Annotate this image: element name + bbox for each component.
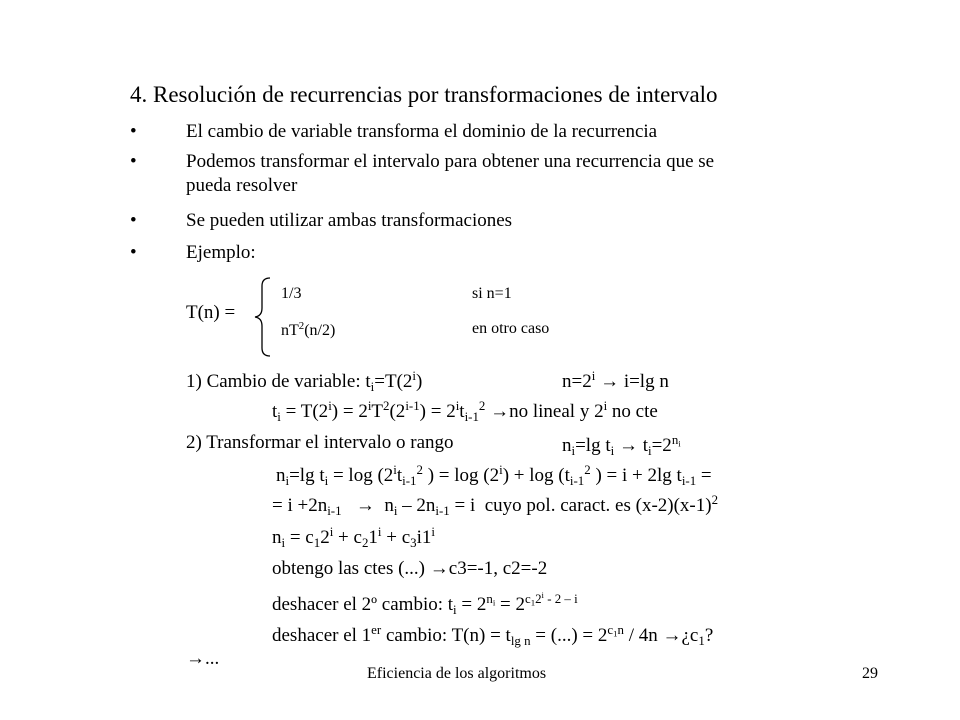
step1-substitution: $n=2^i \to i=\lg$ n — [562, 368, 669, 393]
bullet-marker: • — [130, 210, 137, 231]
bullet-text: Se pueden utilizar ambas transformaciones — [186, 210, 513, 231]
step7-line: obtengo las ctes (...) →c3=-1, c2=-2 — [272, 558, 548, 579]
bullet-text-continuation: pueda resolver — [186, 175, 298, 196]
step7-text: obtengo las ctes (...) — [272, 558, 426, 579]
case1-value: 1/3 — [281, 285, 302, 302]
case2-condition: en otro caso — [472, 320, 550, 337]
step8-line: deshacer el 2º cambio: $t_i = 2^{n_i} = 2^{c_12^i - 2 - i}$ — [272, 590, 578, 617]
bullet-marker: • — [130, 151, 137, 172]
step9-text: deshacer el 1 — [272, 625, 372, 647]
bullet-text: El cambio de variable transforma el dominio de la recurrencia — [186, 121, 658, 142]
case1-condition: si n=1 — [472, 285, 512, 302]
step3-substitution: $n_i=\lg$ $t_i \to t_i=2^{n_i}$ — [562, 432, 681, 458]
piecewise-lhs: T(n) = — [186, 302, 236, 323]
step1-label: 1) Cambio de variable: — [186, 371, 361, 393]
final-ellipsis: ... — [205, 648, 220, 669]
final-line: →... — [186, 648, 220, 669]
bullet-text: Podemos transformar el intervalo para obtener una recurrencia que se — [186, 151, 715, 172]
step3-label: 2) Transformar el intervalo o rango — [186, 432, 454, 453]
step1-line: 1) Cambio de variable: $t_i=T(2^i)$ — [186, 368, 423, 394]
case2-value: $nT^2(n/2)$ — [281, 320, 336, 339]
bullet-marker: • — [130, 121, 137, 142]
page-title: 4. Resolución de recurrencias por transformaciones de intervalo — [130, 82, 718, 107]
footer-title: Eficiencia de los algoritmos — [367, 665, 547, 682]
step9-line: deshacer el 1er cambio: $T(n) = t_{lg n}$ = (...) = $2^{c_1n} / 4n$ $\to¿c_1$? — [272, 622, 714, 648]
bullet-marker: • — [130, 242, 137, 263]
left-brace — [252, 276, 274, 358]
step2-line: $t_i = T(2^i) = 2^iT^2(2^{i-1}) = 2^it_{i-1}^2 \to no$ lineal y 2$^i$ no cte — [272, 398, 658, 424]
step4-line: $n_i=\lg$ $t_i = \log (2^it_{i-1}^2$ ) = $\log (2^i) + \log (t_{i-1}^2$ ) = i + 2lg $t_{i-1}$ = — [276, 462, 712, 488]
brace-path — [255, 278, 270, 356]
step5-line: = $i +2n_{i-1} \to n_i - 2n_{i-1} = i$ cuyo pol. caract. es $(x-2)(x-1)^2$ — [272, 492, 719, 518]
bullet-text: Ejemplo: — [186, 242, 256, 263]
page-number: 29 — [862, 665, 878, 682]
step7-result: c3=-1, c2=-2 — [448, 558, 548, 579]
step8-text: deshacer el 2º cambio: — [272, 593, 444, 615]
step6-line: $n_i = c_12^i + c_21^i + c_3i1^i$ — [272, 524, 435, 550]
